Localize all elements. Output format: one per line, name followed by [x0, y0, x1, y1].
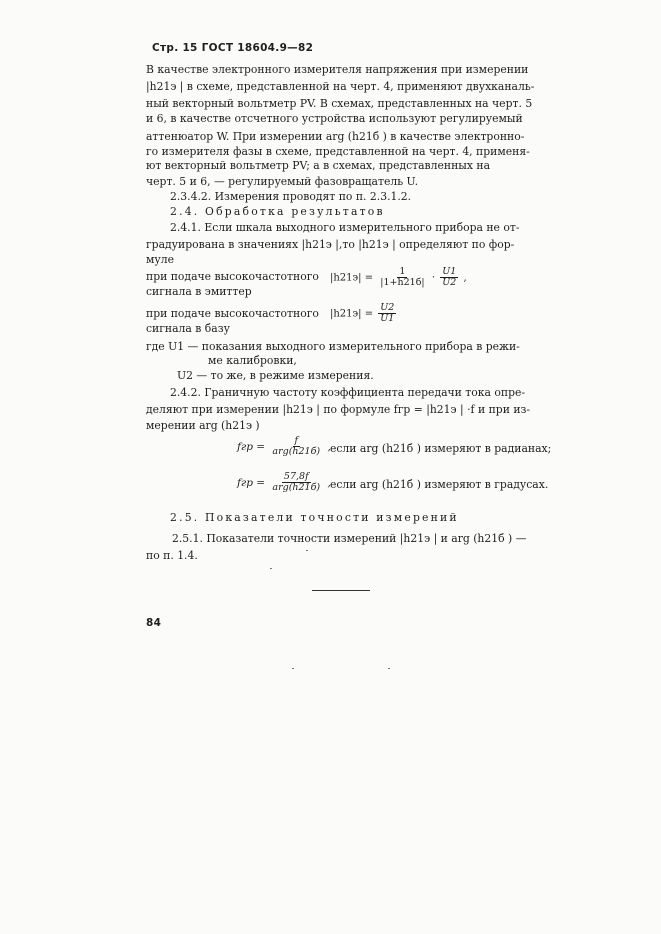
page-header: Стр. 15 ГОСТ 18604.9—82 [152, 42, 314, 54]
text-line: 2.3.4.2. Измерения проводят по п. 2.3.1.2. [170, 190, 412, 203]
scan-speck [388, 668, 390, 669]
fraction: $\frac{U2}{U1}$ [380, 302, 395, 325]
text-line: 2.4.2. Граничную частоту коэффициента передачи тока опре- [170, 386, 526, 399]
formula-label: сигнала в базу [146, 322, 230, 335]
formula-emitter: |h21э| = $\frac{1}{|1+h21б|}$ · $\frac{U1}{U2}$ , [330, 266, 467, 289]
formula-condition: если arg (h21б ) измеряют в радианах; [330, 442, 552, 455]
formula-base: |h21э| = $\frac{U2}{U1}$ [330, 302, 395, 325]
fraction: $\frac{U1}{U2}$ [442, 266, 457, 289]
text-line: го измерителя фазы в схеме, представленной на черт. 4, применя- [146, 145, 530, 158]
where-line: где U1 — показания выходного измерительного прибора в режи- [146, 340, 520, 353]
formula-label: при подаче высокочастотного [146, 270, 319, 283]
end-rule [312, 590, 370, 591]
formula-lhs: |h21э| [330, 272, 362, 284]
formula-label: при подаче высокочастотного [146, 307, 319, 320]
formula-degrees: fгр = $\frac{57,8f}{\text{arg(h21б)}}$ , [237, 471, 331, 494]
text-line: ют векторный вольтметр PV; а в схемах, представленных на [146, 159, 491, 172]
text-line: 2.5.1. Показатели точности измерений |h21э | и arg (h21б ) — [172, 532, 527, 545]
text-line: муле [146, 253, 174, 266]
fraction: $\frac{57,8f}{\text{arg(h21б)}}$ [272, 471, 321, 494]
text-line: градуирована в значениях |h21э |,то |h21э | определяют по фор- [146, 238, 515, 251]
where-line: U2 — то же, в режиме измерения. [177, 369, 374, 382]
formula-condition: если arg (h21б ) измеряют в градусах. [330, 478, 549, 491]
text-line: В качестве электронного измерителя напряжения при измерении [146, 63, 529, 76]
formula-label: сигнала в эмиттер [146, 285, 252, 298]
text-line: черт. 5 и 6, — регулируемый фазовращатель U. [146, 175, 419, 188]
text-line: |h21э | в схеме, представленной на черт. 4, применяют двухканаль- [146, 80, 535, 93]
page-number: 84 [146, 617, 162, 629]
text-line: мерении arg (h21э ) [146, 419, 260, 432]
text-line: ный векторный вольтметр PV. В схемах, представленных на черт. 5 [146, 97, 533, 110]
scan-speck [292, 668, 294, 669]
text-line: 2.4.1. Если шкала выходного измерительного прибора не от- [170, 221, 520, 234]
fraction: $\frac{f}{\text{arg(h21б)}}$ [272, 435, 321, 458]
text-line: аттенюатор W. При измерении arg (h21б ) в качестве электронно- [146, 130, 525, 143]
text-line: по п. 1.4. [146, 549, 198, 562]
formula-lhs: |h21э| [330, 308, 362, 320]
scan-speck [270, 568, 272, 569]
text-line: и 6, в качестве отсчетного устройства используют регулируемый [146, 112, 523, 125]
scan-speck [306, 550, 308, 551]
where-line: ме калибровки, [208, 354, 297, 367]
section-heading: 2.5. Показатели точности измерений [170, 511, 459, 524]
fraction: $\frac{1}{|1+h21б|}$ [380, 266, 425, 289]
formula-radians: fгр = $\frac{f}{\text{arg(h21б)}}$ , [237, 435, 331, 458]
text-line: деляют при измерении |h21э | по формуле fгр = |h21э | ·f и при из- [146, 403, 531, 416]
section-heading: 2.4. Обработка результатов [170, 205, 385, 218]
